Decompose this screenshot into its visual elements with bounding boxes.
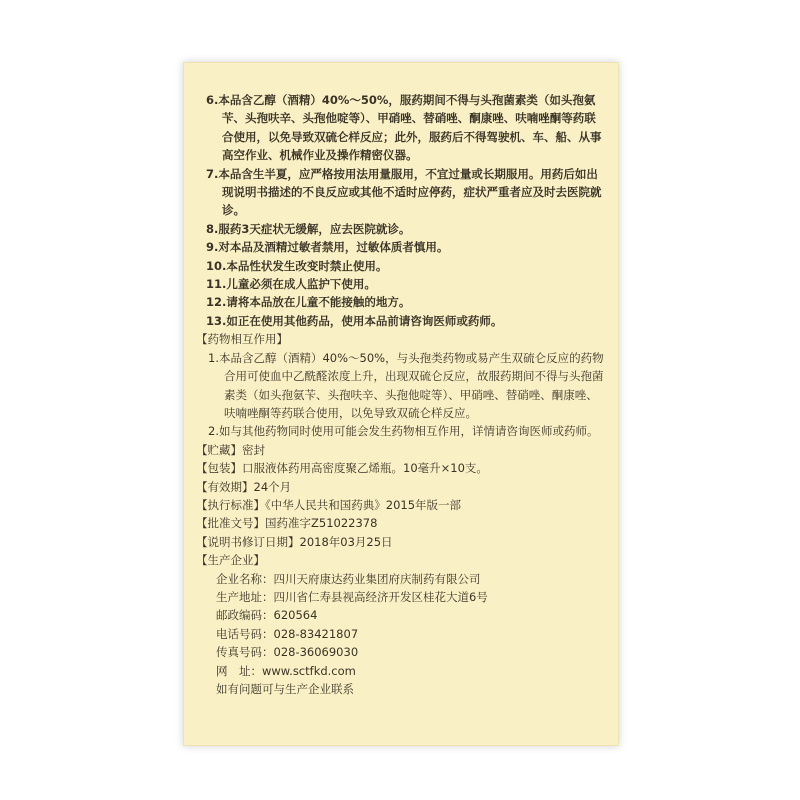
precaution-item-8: 8.服药3天症状无缓解，应去医院就诊。 (206, 221, 411, 236)
precaution-item-10: 10.本品性状发生改变时禁止使用。 (206, 258, 388, 273)
validity-line: 【有效期】24个月 (196, 479, 292, 494)
company-address: 生产地址：四川省仁寿县视高经济开发区桂花大道6号 (216, 589, 488, 604)
storage-line: 【贮藏】密封 (196, 442, 265, 457)
company-phone: 电话号码：028-83421807 (216, 626, 359, 641)
precaution-item-7: 7.本品含生半夏，应严格按用法用量服用，不宜过量或长期服用。用药后如出现说明书描述的不良反应或其他不适时应停药，症状严重者应及时去医院就诊。 (206, 166, 602, 218)
company-name: 企业名称：四川天府康达药业集团府庆制药有限公司 (216, 571, 481, 586)
interaction-item-1: 1.本品含乙醇（酒精）40%～50%，与头孢类药物或易产生双硫仑反应的药物合用可使血中乙酰醛浓度上升，出现双硫仑反应，故服药期间不得与头孢菌素类（如头孢氨苄、头孢呋辛、头孢他啶等）、甲硝唑、替硝唑、酮康唑、呋喃唑酮等药联合使用，以免导致双硫仑样反应。 (208, 350, 604, 420)
precaution-item-13: 13.如正在使用其他药品，使用本品前请咨询医师或药师。 (206, 313, 503, 328)
contact-note: 如有问题可与生产企业联系 (216, 682, 354, 696)
approval-line: 【批准文号】国药准字Z51022378 (196, 516, 378, 531)
revision-date-line: 【说明书修订日期】2018年03月25日 (196, 534, 393, 549)
package-line: 【包装】口服液体药用高密度聚乙烯瓶。10毫升×10支。 (196, 461, 488, 476)
interaction-heading: 【药物相互作用】 (196, 332, 288, 347)
precaution-item-6: 6.本品含乙醇（酒精）40%～50%，服药期间不得与头孢菌素类（如头孢氨苄、头孢呋辛、头孢他啶等）、甲硝唑、替硝唑、酮康唑、呋喃唑酮等药联合使用，以免导致双硫仑样反应；此外，服药后不得驾驶机、车、船、从事高空作业、机械作业及操作精密仪器。 (206, 93, 602, 163)
interaction-item-2: 2.如与其他药物同时使用可能会发生药物相互作用，详情请咨询医师或药师。 (208, 424, 599, 439)
company-fax: 传真号码：028-36069030 (216, 645, 359, 660)
precaution-item-11: 11.儿童必须在成人监护下使用。 (206, 277, 376, 292)
precaution-item-9: 9.对本品及酒精过敏者禁用，过敏体质者慎用。 (206, 240, 449, 255)
company-postcode: 邮政编码：620564 (216, 608, 318, 623)
insert-text (196, 91, 606, 698)
standard-line: 【执行标准】《中华人民共和国药典》2015年版一部 (196, 497, 462, 512)
company-website: 网 址：www.sctfkd.com (216, 663, 356, 678)
manufacturer-heading: 【生产企业】 (196, 553, 265, 568)
package-insert (183, 62, 619, 746)
precaution-item-12: 12.请将本品放在儿童不能接触的地方。 (206, 295, 411, 310)
